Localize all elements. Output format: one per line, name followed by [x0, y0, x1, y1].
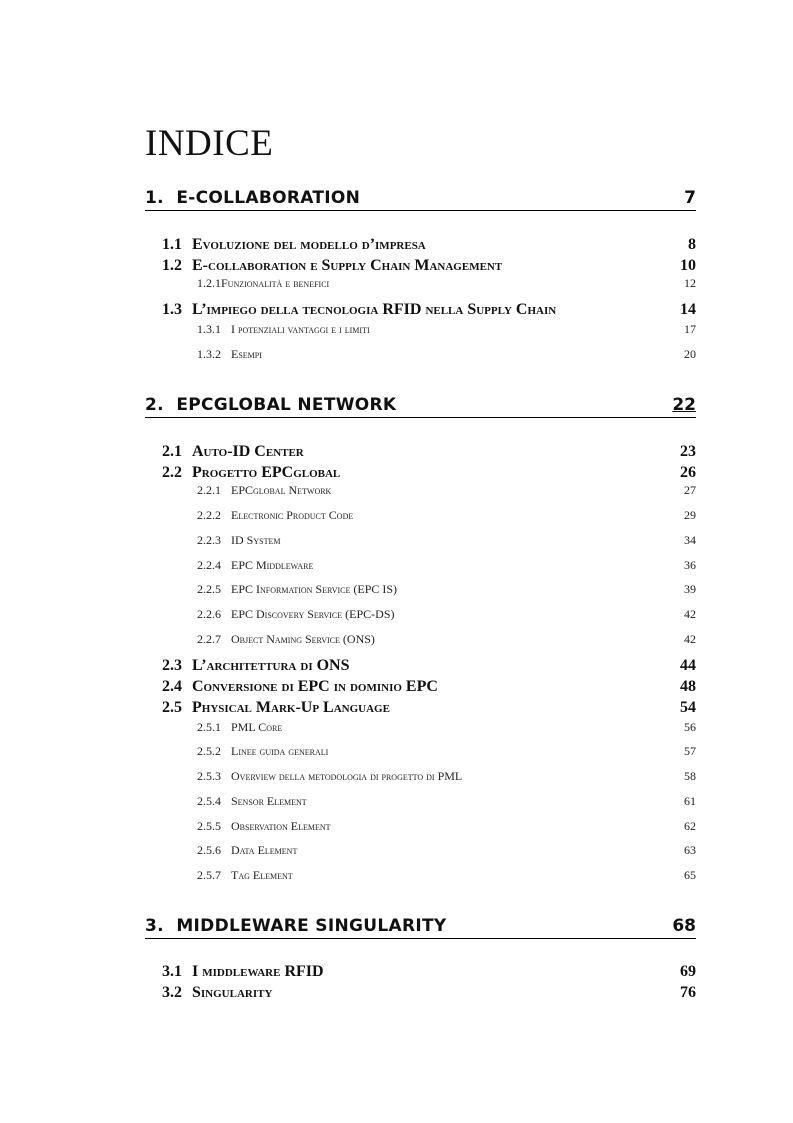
subsection-page: 17	[684, 322, 696, 336]
section-title: Progetto EPCglobal	[192, 464, 341, 481]
subsection-title: Data Element	[231, 843, 298, 857]
section-title: Conversione di EPC in dominio EPC	[192, 678, 438, 695]
chapter-1	[145, 188, 696, 211]
subsection-title: Observation Element	[231, 819, 331, 833]
subsection-page: 34	[684, 533, 696, 547]
subsection-page: 62	[684, 819, 696, 833]
subsection-number: 1.3.1	[197, 322, 221, 336]
section-number: 2.5	[162, 699, 182, 716]
subsection-number: 2.5.5	[197, 819, 221, 833]
chapter-2	[145, 395, 696, 418]
subsection-title: EPC Discovery Service (EPC-DS)	[231, 607, 395, 621]
section-page: 76	[680, 984, 696, 1001]
section-number: 3.1	[162, 963, 182, 980]
subsection-number: 2.2.7	[197, 632, 221, 646]
subsection-page: 57	[684, 744, 696, 758]
section-title: E-collaboration e Supply Chain Management	[192, 257, 503, 274]
subsection-title: I potenziali vantaggi e i limiti	[231, 322, 370, 336]
subsection-title: Overview della metodologia di progetto di PML	[231, 769, 463, 783]
section-title: Evoluzione del modello d’impresa	[192, 236, 426, 253]
subsection-title: Funzionalità e benefici	[221, 276, 330, 290]
subsection-page: 65	[684, 868, 696, 882]
subsection-page: 61	[684, 794, 696, 808]
section-title: I middleware RFID	[192, 963, 324, 980]
subsection-page: 36	[684, 558, 696, 572]
section-page: 8	[688, 236, 696, 253]
subsection-number: 1.3.2	[197, 347, 221, 361]
section-number: 2.3	[162, 657, 182, 674]
section-page: 26	[680, 464, 696, 481]
subsection-number: 2.2.4	[197, 558, 221, 572]
subsection-number: 2.5.1	[197, 720, 221, 734]
section-title: Singularity	[192, 984, 273, 1001]
subsection-number: 2.5.2	[197, 744, 221, 758]
section-page: 23	[680, 443, 696, 460]
subsection-number: 2.2.3	[197, 533, 221, 547]
section-number: 2.4	[162, 678, 182, 695]
section-number: 1.2	[162, 257, 182, 274]
section-page: 10	[680, 257, 696, 274]
subsection-number: 2.2.1	[197, 483, 221, 497]
subsection-title: Sensor Element	[231, 794, 307, 808]
section-title: L’architettura di ONS	[192, 657, 350, 674]
page-title: INDICE	[145, 123, 274, 164]
section-title: Auto-ID Center	[192, 443, 304, 460]
subsection-page: 58	[684, 769, 696, 783]
subsection-page: 27	[684, 483, 696, 497]
subsection-page: 12	[684, 276, 696, 290]
section-page: 44	[680, 657, 696, 674]
subsection-number: 2.5.4	[197, 794, 221, 808]
subsection-number: 2.5.6	[197, 843, 221, 857]
subsection-title: Electronic Product Code	[231, 508, 354, 522]
subsection-title: Object Naming Service (ONS)	[231, 632, 375, 646]
chapter-page: 7	[684, 188, 696, 208]
subsection-number: 2.2.6	[197, 607, 221, 621]
subsection-title: PML Core	[231, 720, 283, 734]
chapter-page: 22	[672, 395, 696, 415]
section-number: 3.2	[162, 984, 182, 1001]
subsection-title: EPC Middleware	[231, 558, 314, 572]
section-number: 1.3	[162, 301, 182, 318]
chapter-heading: 3. MIDDLEWARE SINGULARITY	[145, 916, 447, 936]
subsection-title: Esempi	[231, 347, 262, 361]
subsection-page: 56	[684, 720, 696, 734]
section-number: 2.2	[162, 464, 182, 481]
chapter-heading: 1. E-COLLABORATION	[145, 188, 361, 208]
chapter-3	[145, 916, 696, 939]
subsection-page: 39	[684, 582, 696, 596]
subsection-number: 2.2.5	[197, 582, 221, 596]
subsection-page: 20	[684, 347, 696, 361]
subsection-number: 2.2.2	[197, 508, 221, 522]
section-page: 69	[680, 963, 696, 980]
section-number: 2.1	[162, 443, 182, 460]
subsection-title: Linee guida generali	[231, 744, 329, 758]
section-page: 14	[680, 301, 696, 318]
chapter-heading: 2. EPCGLOBAL NETWORK	[145, 395, 397, 415]
subsection-title: Tag Element	[231, 868, 293, 882]
subsection-page: 42	[684, 632, 696, 646]
subsection-title: EPCglobal Network	[231, 483, 332, 497]
chapter-page: 68	[672, 916, 696, 936]
section-title: Physical Mark-Up Language	[192, 699, 390, 716]
section-page: 48	[680, 678, 696, 695]
section-page: 54	[680, 699, 696, 716]
subsection-number: 1.2.1	[197, 276, 221, 290]
subsection-page: 29	[684, 508, 696, 522]
subsection-page: 63	[684, 843, 696, 857]
subsection-number: 2.5.3	[197, 769, 221, 783]
subsection-page: 42	[684, 607, 696, 621]
section-number: 1.1	[162, 236, 182, 253]
subsection-title: ID System	[231, 533, 281, 547]
subsection-title: EPC Information Service (EPC IS)	[231, 582, 398, 596]
subsection-number: 2.5.7	[197, 868, 221, 882]
section-title: L’impiego della tecnologia RFID nella Supply Chain	[192, 301, 557, 318]
